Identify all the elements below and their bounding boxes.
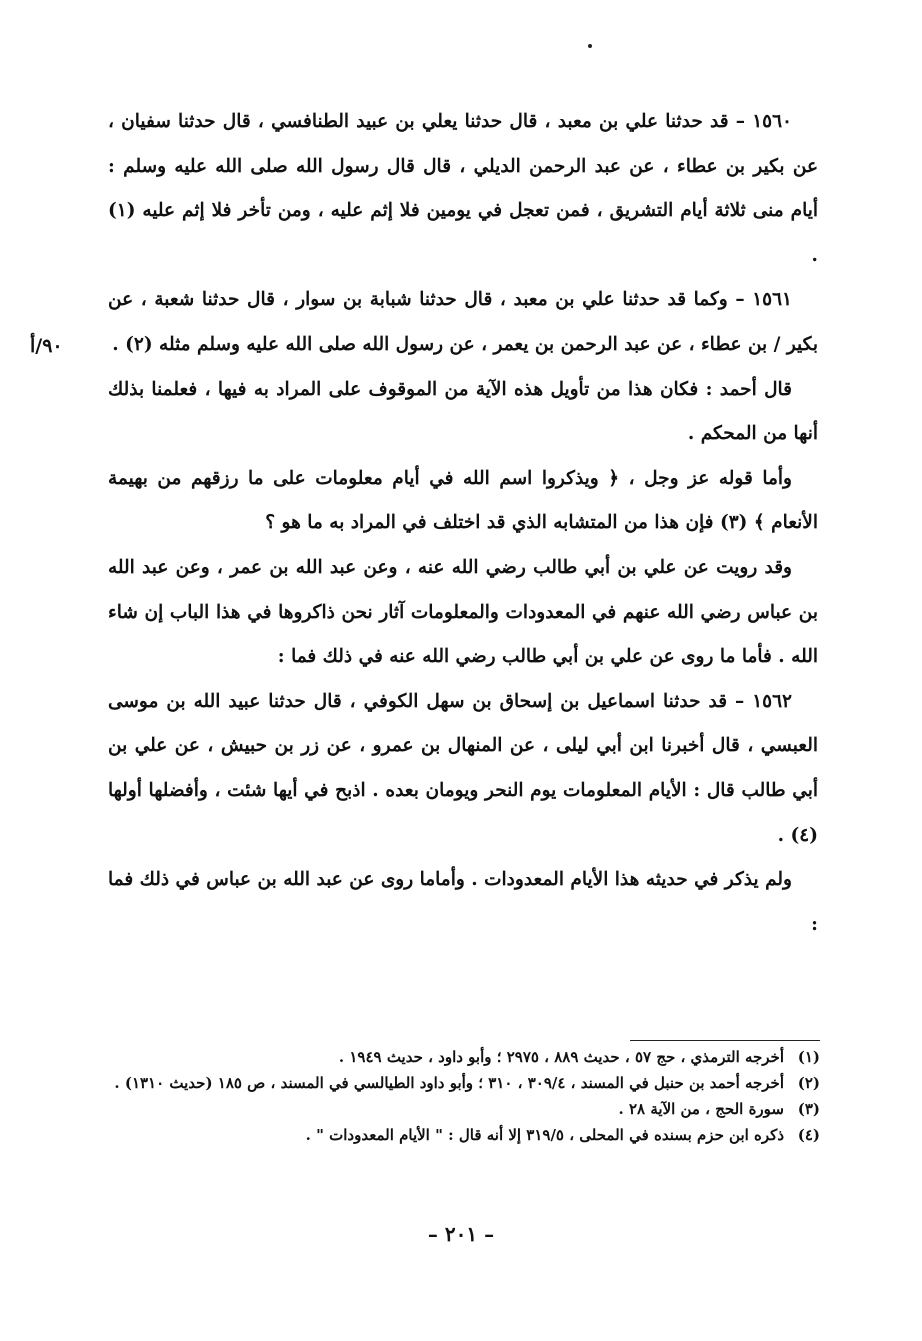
- footnote-marker: (٤): [797, 1126, 820, 1144]
- footnote-1: [108, 1044, 820, 1070]
- footnote-text: سورة الحج ، من الآية ٢٨ .: [618, 1100, 784, 1118]
- footnote-text: أخرجه أحمد بن حنبل في المسند ، ٣٠٩/٤ ، ٣١٠ ؛ وأبو داود الطيالسي في المسند ، ص ١٨٥ (حديث ١٣١٠) .: [114, 1074, 784, 1092]
- main-text: [108, 100, 818, 947]
- manuscript-folio-note: ٩٠/أ: [30, 335, 63, 357]
- footnote-4: [108, 1122, 820, 1148]
- footnote-marker: (٣): [797, 1100, 820, 1118]
- top-dot: [588, 44, 592, 48]
- footnote-marker: (٢): [797, 1074, 820, 1092]
- page-number: – ٢٠١ –: [427, 1222, 495, 1246]
- paragraph-hadith-1562: ١٥٦٢ – قد حدثنا اسماعيل بن إسحاق بن سهل الكوفي ، قال حدثنا عبيد الله بن موسى العبسي ، قال أخبرنا ابن أبي ليلى ، عن المنهال بن عمرو ، عن زر بن حبيش ، عن علي بن أبي طالب قال : الأيام المعلومات يوم النحر ويومان بعده . اذبح في أيها شئت ، وأفضلها أولها (٤) .: [108, 690, 818, 846]
- paragraph-narrations: وقد رويت عن علي بن أبي طالب رضي الله عنه ، وعن عبد الله بن عمر ، وعن عبد الله بن عباس رضي الله عنهم في المعدودات والمعلومات آثار نحن ذاكروها في هذا الباب إن شاء الله . فأما ما روى عن علي بن أبي طالب رضي الله عنه في ذلك فما :: [108, 556, 818, 668]
- footnote-text: ذكره ابن حزم بسنده في المحلى ، ٣١٩/٥ إلا أنه قال : " الأيام المعدودات " .: [305, 1126, 784, 1144]
- paragraph-commentary: قال أحمد : فكان هذا من تأويل هذه الآية من الموقوف على المراد به فيها ، فعلمنا بذلك أنها من المحكم .: [108, 378, 818, 445]
- paragraph-hadith-1560: ١٥٦٠ – قد حدثنا علي بن معبد ، قال حدثنا يعلي بن عبيد الطنافسي ، قال حدثنا سفيان ، عن بكير بن عطاء ، عن عبد الرحمن الديلي ، قال قال رسول الله صلى الله عليه وسلم : أيام منى ثلاثة أيام التشريق ، فمن تعجل في يومين فلا إثم عليه ، ومن تأخر فلا إثم عليه (١) .: [108, 111, 818, 266]
- footnote-marker: (١): [797, 1048, 820, 1066]
- paragraph-closing: ولم يذكر في حديثه هذا الأيام المعدودات . وأماما روى عن عبد الله بن عباس في ذلك فما :: [108, 869, 818, 935]
- footnote-divider: [630, 1040, 820, 1041]
- paragraph-verse: وأما قوله عز وجل ، ﴿ ويذكروا اسم الله في أيام معلومات على ما رزقهم من بهيمة الأنعام ﴾ (٣) فإن هذا من المتشابه الذي قد اختلف في المراد به ما هو ؟: [108, 467, 818, 534]
- footnote-2: [108, 1070, 820, 1096]
- footnotes: [108, 1044, 820, 1148]
- footnote-text: أخرجه الترمذي ، حج ٥٧ ، حديث ٨٨٩ ، ٢٩٧٥ ؛ وأبو داود ، حديث ١٩٤٩ .: [338, 1048, 784, 1066]
- footnote-3: [108, 1096, 820, 1122]
- paragraph-hadith-1561: ١٥٦١ – وكما قد حدثنا علي بن معبد ، قال حدثنا شبابة بن سوار ، قال حدثنا شعبة ، عن بكير / بن عطاء ، عن عبد الرحمن بن يعمر ، عن رسول الله صلى الله عليه وسلم مثله (٢) .: [108, 289, 818, 355]
